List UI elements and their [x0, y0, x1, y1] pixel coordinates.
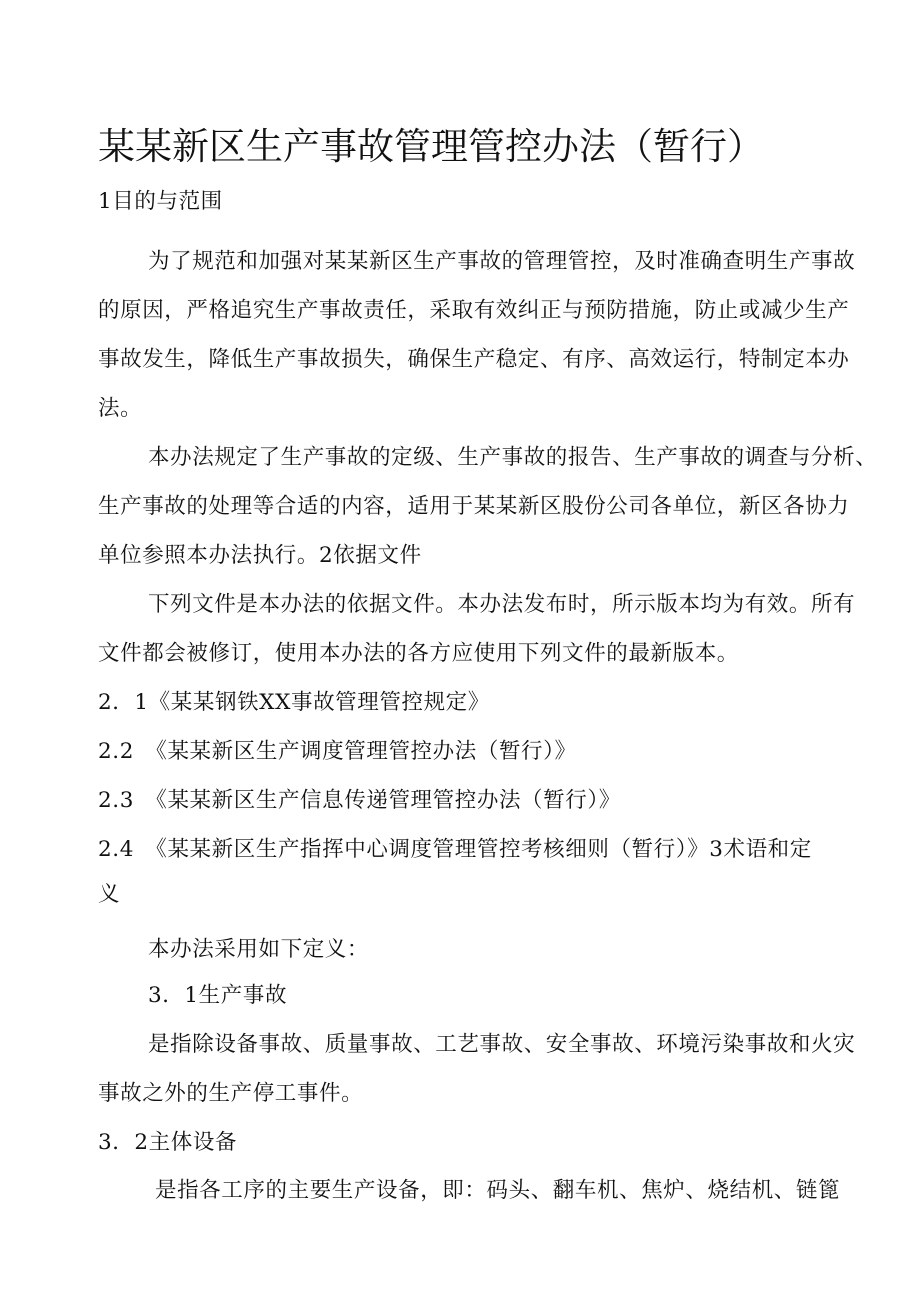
paragraph-purpose-line-3: 事故发生，降低生产事故损失，确保生产稳定、有序、高效运行，特制定本办 [98, 347, 850, 372]
paragraph-basis-line-1: 下列文件是本办法的依据文件。本办法发布时，所示版本均为有效。所有 [148, 592, 856, 617]
paragraph-purpose-line-1: 为了规范和加强对某某新区生产事故的管理管控，及时准确查明生产事故 [148, 249, 856, 274]
reference-2-4: 2.4 《某某新区生产指挥中心调度管理管控考核细则（暂行）》3术语和定 [98, 837, 812, 862]
paragraph-purpose-line-4: 法。 [98, 396, 143, 421]
reference-2-4-continued: 义 [98, 882, 121, 907]
paragraph-scope-line-3: 单位参照本办法执行。2依据文件 [98, 543, 422, 568]
reference-2-1: 2．1《某某钢铁XX事故管理管控规定》 [98, 690, 490, 715]
paragraph-scope-line-1: 本办法规定了生产事故的定级、生产事故的报告、生产事故的调查与分析、 [148, 445, 878, 470]
definition-3-2-line-1: 是指各工序的主要生产设备，即：码头、翻车机、焦炉、烧结机、链篦 [155, 1178, 841, 1203]
section-heading-1: 1目的与范围 [98, 189, 223, 214]
document-title: 某某新区生产事故管理管控办法（暂行） [98, 125, 764, 168]
paragraph-basis-line-2: 文件都会被修订，使用本办法的各方应使用下列文件的最新版本。 [98, 641, 739, 666]
definition-3-1-line-2: 事故之外的生产停工事件。 [98, 1081, 364, 1106]
definitions-intro: 本办法采用如下定义： [148, 937, 370, 962]
reference-2-3: 2.3 《某某新区生产信息传递管理管控办法（暂行）》 [98, 788, 621, 813]
definition-3-2-heading: 3．2主体设备 [98, 1130, 238, 1155]
paragraph-purpose-line-2: 的原因，严格追究生产事故责任，采取有效纠正与预防措施，防止或减少生产 [98, 298, 850, 323]
reference-2-2: 2.2 《某某新区生产调度管理管控办法（暂行）》 [98, 739, 577, 764]
paragraph-scope-line-2: 生产事故的处理等合适的内容，适用于某某新区股份公司各单位，新区各协力 [98, 494, 850, 519]
definition-3-1-line-1: 是指除设备事故、质量事故、工艺事故、安全事故、环境污染事故和火灾 [148, 1032, 856, 1057]
definition-3-1-heading: 3．1生产事故 [148, 983, 288, 1008]
